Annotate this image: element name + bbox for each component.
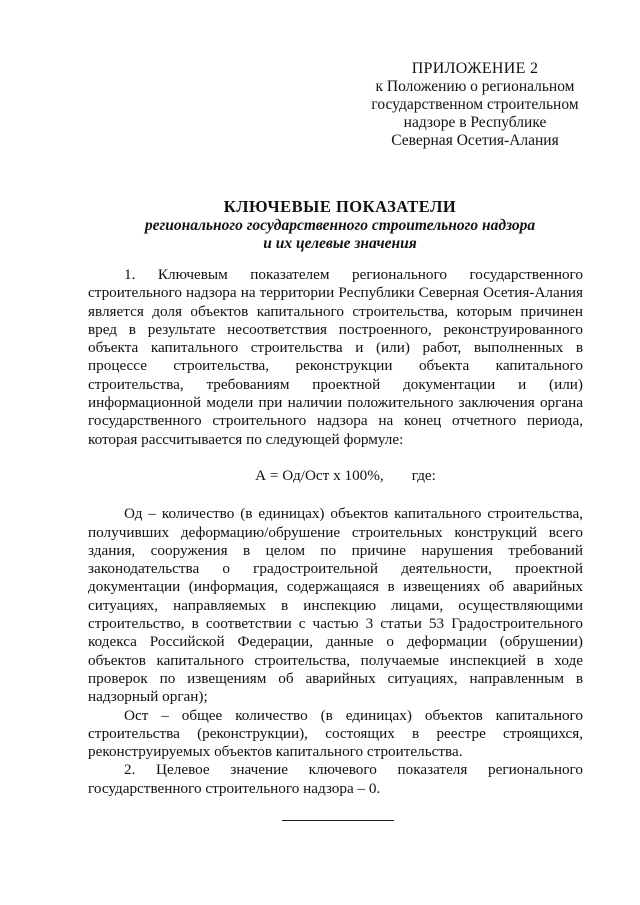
paragraph-ost-definition: Ост – общее количество (в единицах) объектов капитального строительства (реконструкции), состоящих в реестре строящихся, реконструируемых объектов капитального строительства. (88, 706, 583, 761)
formula-expression: А = Од/Ост х 100%, (255, 466, 384, 484)
formula-where: где: (411, 466, 436, 484)
title-subtitle-line: и их целевые значения (263, 235, 417, 252)
appendix-line: государственном строительном (371, 96, 579, 113)
paragraph-key-indicator: 1. Ключевым показателем регионального государственного строительного надзора на территории Республики Северная Осетия-Алания является доля объектов капитального строительства, которым причинен вред в результате несоответствия построенного, реконструированного объекта капитального строительства и (или) работ, выполненных в процессе строительства, реконструкции объекта капитального строительства, требованиям проектной документации и (или) информационной модели при наличии положительного заключения органа государственного строительного надзора на конец отчетного периода, которая рассчитывается по следующей формуле: (88, 266, 583, 448)
title-subtitle-line: регионального государственного строительного надзора (144, 217, 536, 234)
appendix-line: надзоре в Республике (403, 114, 547, 131)
closing-rule (282, 820, 394, 821)
appendix-heading: ПРИЛОЖЕНИЕ 2 (411, 60, 539, 77)
title-main: КЛЮЧЕВЫЕ ПОКАЗАТЕЛИ (223, 197, 457, 216)
document-title (90, 198, 590, 253)
document-body (88, 266, 583, 798)
paragraph-od-definition: Од – количество (в единицах) объектов капитального строительства, получивших деформацию/обрушение строительных конструкций всего здания, сооружения в целом по причине нарушения требований законодательства о градостроительной деятельности, проектной документации (информация, содержащаяся в извещениях об аварийных ситуациях, направляемых в инспекцию лицами, осуществляющими строительство, в соответствии с частью 3 статьи 53 Градостроительного кодекса Российской Федерации, данные о деформации (обрушении) объектов капитального строительства, получаемые инспекцией в ходе проверок по извещениям об аварийных ситуациях, направленным в надзорный орган); (88, 505, 583, 706)
appendix-line: к Положению о региональном (375, 78, 575, 95)
appendix-line: Северная Осетия-Алания (391, 132, 559, 149)
appendix-header (360, 60, 590, 150)
formula (88, 467, 583, 485)
paragraph-target-value: 2. Целевое значение ключевого показателя регионального государственного строительного надзора – 0. (88, 761, 583, 797)
